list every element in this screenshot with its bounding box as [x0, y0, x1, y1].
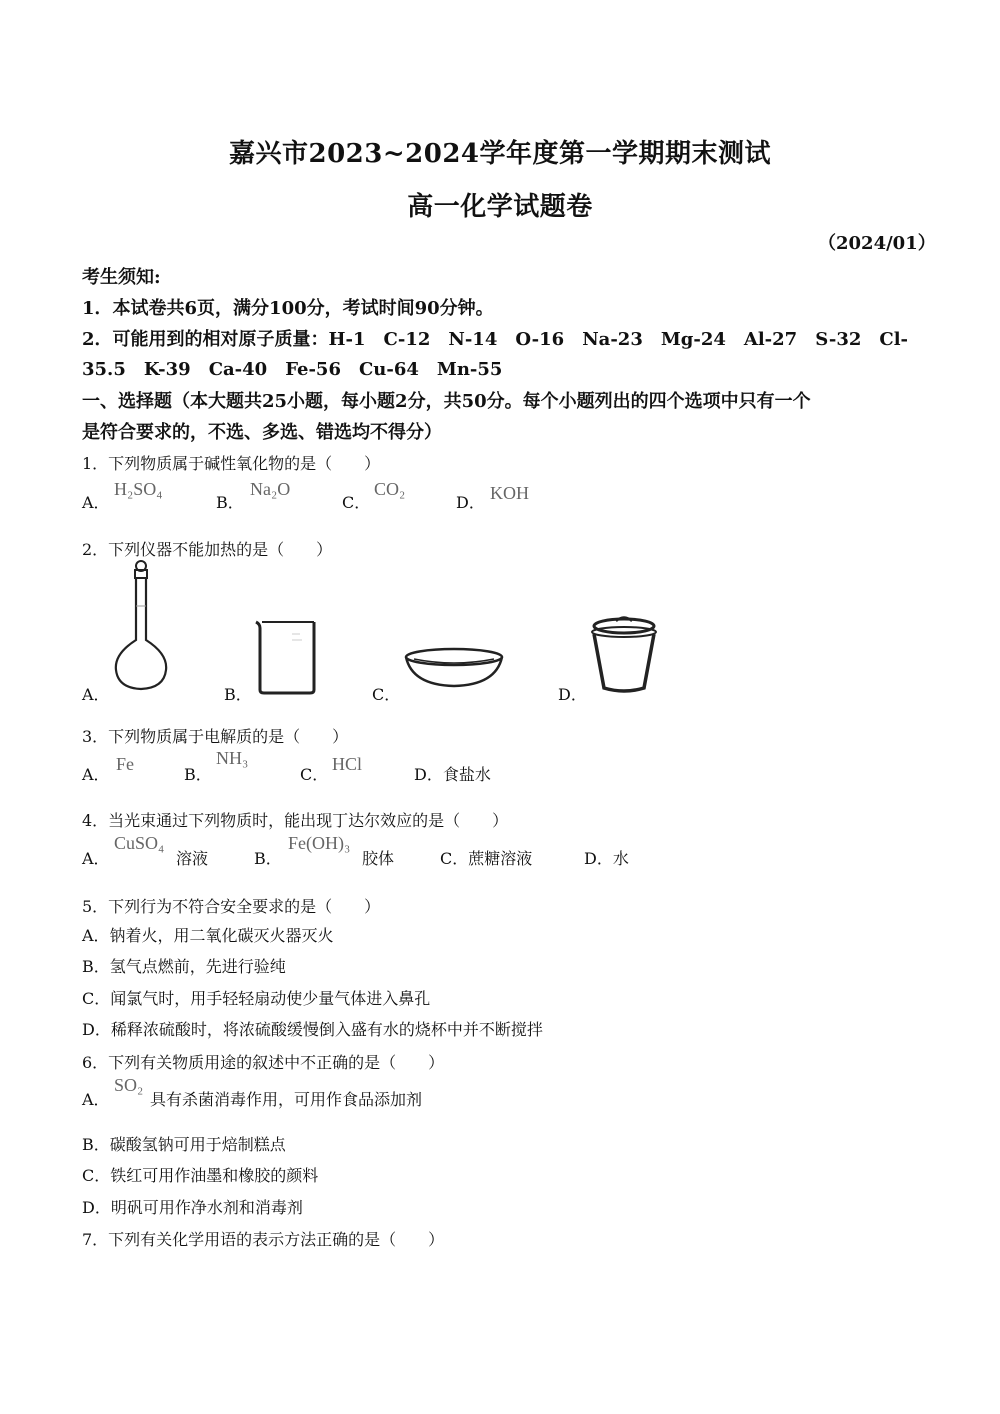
q4-option-a-label: A．	[82, 849, 110, 868]
q3-option-b-label: B．	[184, 765, 212, 784]
q4-option-b-formula: Fe(OH)₃	[288, 833, 351, 853]
question-1-stem: 1．下列物质属于碱性氧化物的是（ ）	[82, 454, 381, 473]
q5-option-d: D．稀释浓硫酸时，将浓硫酸缓慢倒入盛有水的烧杯中并不断搅拌	[82, 1020, 543, 1039]
q1-option-c-formula: CO₂	[374, 479, 406, 499]
q4-option-b-label: B．	[254, 849, 282, 868]
q6-option-a-formula: SO₂	[114, 1075, 144, 1095]
question-7-stem: 7．下列有关化学用语的表示方法正确的是（ ）	[82, 1230, 445, 1249]
q1-option-a-label: A．	[82, 493, 110, 512]
q3-option-a-formula: Fe	[116, 754, 134, 774]
q2-option-d-label: D．	[558, 685, 587, 704]
question-3-stem: 3．下列物质属于电解质的是（ ）	[82, 727, 349, 746]
question-4-stem: 4．当光束通过下列物质时，能出现丁达尔效应的是（ ）	[82, 811, 509, 830]
q3-option-a-label: A．	[82, 765, 110, 784]
q4-option-c: C．蔗糖溶液	[440, 849, 533, 868]
exam-subtitle: 高一化学试题卷	[407, 192, 593, 222]
q6-option-d: D．明矾可用作净水剂和消毒剂	[82, 1198, 303, 1217]
q6-option-b: B．碳酸氢钠可用于焙制糕点	[82, 1135, 286, 1154]
q5-option-b: B．氢气点燃前，先进行验纯	[82, 957, 286, 976]
q3-option-c-formula: HCl	[332, 754, 363, 774]
q3-option-d: D．食盐水	[414, 765, 491, 784]
q3-option-c-label: C．	[300, 765, 329, 784]
q5-option-c: C．闻氯气时，用手轻轻扇动使少量气体进入鼻孔	[82, 989, 431, 1008]
q6-option-a-tail: 具有杀菌消毒作用，可用作食品添加剂	[150, 1090, 423, 1109]
q1-option-c-label: C．	[342, 493, 371, 512]
crucible-icon	[588, 614, 660, 694]
q4-option-a-tail: 溶液	[176, 849, 209, 868]
evaporating-dish-icon	[402, 645, 506, 689]
q6-option-a-label: A．	[82, 1090, 110, 1109]
q4-option-b-tail: 胶体	[362, 849, 395, 868]
q1-option-a-formula: H₂SO₄	[114, 479, 163, 499]
volumetric-flask-icon	[110, 558, 170, 693]
question-6-stem: 6．下列有关物质用途的叙述中不正确的是（ ）	[82, 1053, 445, 1072]
question-2-stem: 2．下列仪器不能加热的是（ ）	[82, 540, 333, 559]
q5-option-a: A．钠着火，用二氧化碳灭火器灭火	[82, 926, 334, 945]
notice-line-2: 2．可能用到的相对原子质量：H-1 C-12 N-14 O-16 Na-23 Mg-24 Al-27 S-32 Cl-	[82, 329, 909, 350]
notice-line-1: 1．本试卷共6页，满分100分，考试时间90分钟。	[82, 298, 494, 319]
q1-option-d-formula: KOH	[490, 483, 529, 503]
exam-title: 嘉兴市2023~2024学年度第一学期期末测试	[228, 139, 771, 169]
q1-option-b-label: B．	[216, 493, 244, 512]
beaker-icon	[252, 618, 322, 696]
section-heading-line-2: 是符合要求的，不选、多选、错选均不得分）	[82, 422, 442, 443]
q2-option-b-label: B．	[224, 685, 252, 704]
exam-date: （2024/01）	[818, 233, 936, 254]
q4-option-a-formula: CuSO₄	[114, 833, 165, 853]
q2-option-a-label: A．	[82, 685, 110, 704]
q2-option-c-label: C．	[372, 685, 401, 704]
q4-option-d: D．水	[584, 849, 629, 868]
q1-option-b-formula: Na₂O	[250, 479, 291, 499]
question-5-stem: 5．下列行为不符合安全要求的是（ ）	[82, 897, 381, 916]
q3-option-b-formula: NH₃	[216, 748, 249, 768]
section-heading-line-1: 一、选择题（本大题共25小题，每小题2分，共50分。每个小题列出的四个选项中只有一个	[82, 391, 811, 412]
q6-option-c: C．铁红可用作油墨和橡胶的颜料	[82, 1166, 319, 1185]
notice-line-3: 35.5 K-39 Ca-40 Fe-56 Cu-64 Mn-55	[82, 359, 503, 380]
q1-option-d-label: D．	[456, 493, 485, 512]
notice-heading: 考生须知:	[82, 267, 161, 288]
